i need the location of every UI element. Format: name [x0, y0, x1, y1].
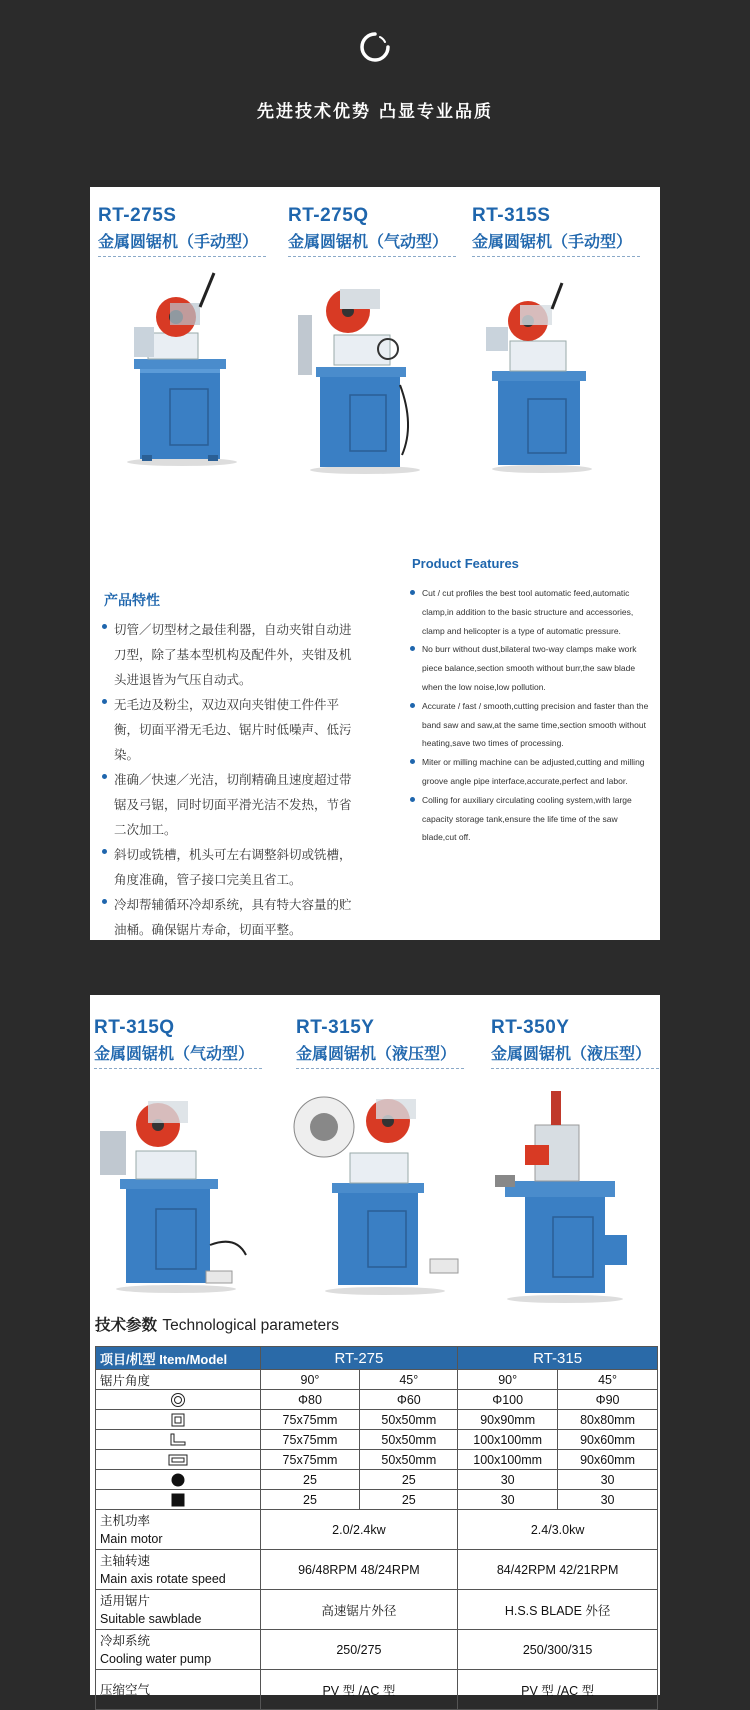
features-zh-title: 产品特性 [104, 593, 160, 609]
tech-params-title [95, 1313, 339, 1335]
spec-label [96, 1510, 261, 1550]
model-code: RT-315S [472, 205, 551, 226]
model-name: 金属圆锯机（手动型） [98, 232, 259, 251]
table-cell: 30 [558, 1470, 658, 1490]
table-cell: 30 [458, 1470, 558, 1490]
table-cell: H.S.S BLADE 外径 [458, 1590, 658, 1630]
solid-round-icon [96, 1470, 261, 1490]
divider [491, 1068, 659, 1069]
table-row [96, 1410, 658, 1430]
table-row [96, 1390, 658, 1410]
table-cell: 96/48RPM 48/24RPM [260, 1550, 458, 1590]
model-rt-315s [472, 205, 640, 257]
table-header-rt315: RT-315 [458, 1347, 658, 1370]
table-cell: 75x75mm [260, 1410, 360, 1430]
divider [296, 1068, 464, 1069]
spec-label-zh: 适用锯片 [100, 1593, 151, 1608]
divider [288, 256, 456, 257]
saw-machine-image-rt-315q [96, 1095, 256, 1295]
spec-label-zh: 压缩空气 [100, 1682, 151, 1697]
spec-label [96, 1670, 261, 1710]
model-code: RT-315Q [94, 1017, 175, 1038]
spec-label-zh: 主机功率 [100, 1513, 151, 1528]
model-name: 金属圆锯机（气动型） [94, 1044, 255, 1063]
divider [98, 256, 266, 257]
table-cell: 90x60mm [558, 1430, 658, 1450]
feature-en-item: Accurate / fast / smooth,cutting precision and faster than the band saw and saw,at the same time,section smooth without heating,save two times of processing. [410, 697, 650, 753]
table-cell: 90° [458, 1370, 558, 1390]
spec-label [96, 1550, 261, 1590]
table-cell: 250/300/315 [458, 1630, 658, 1670]
table-cell: 50x50mm [360, 1430, 458, 1450]
feature-zh-item: 斜切或铣槽，机头可左右调整斜切或铣槽，角度准确，管子接口完美且省工。 [100, 842, 362, 892]
table-cell: 75x75mm [260, 1450, 360, 1470]
model-rt-315y [296, 1017, 464, 1069]
table-cell: 25 [260, 1470, 360, 1490]
spec-label-zh: 主轴转速 [100, 1553, 151, 1568]
rect-tube-icon [96, 1450, 261, 1470]
model-rt-275q [288, 205, 456, 257]
table-cell: PV 型 /AC 型 [260, 1670, 458, 1710]
table-cell: 2.0/2.4kw [260, 1510, 458, 1550]
model-name: 金属圆锯机（气动型） [288, 232, 449, 251]
table-row [96, 1550, 658, 1590]
table-cell: 50x50mm [360, 1410, 458, 1430]
model-name: 金属圆锯机（手动型） [472, 232, 633, 251]
features-en-title: Product Features [412, 556, 519, 571]
table-cell: 30 [458, 1490, 558, 1510]
table-cell: 80x80mm [558, 1410, 658, 1430]
saw-machine-image-rt-350y [495, 1085, 635, 1305]
model-code: RT-315Y [296, 1017, 375, 1038]
divider [94, 1068, 262, 1069]
table-row [96, 1470, 658, 1490]
table-row [96, 1630, 658, 1670]
solid-square-icon [96, 1490, 261, 1510]
header-tagline: 先进技术优势 凸显专业品质 [257, 102, 493, 122]
model-rt-275s [98, 205, 266, 257]
angle-steel-icon [96, 1430, 261, 1450]
feature-en-item: Miter or milling machine can be adjusted,cutting and milling groove angle pipe interface,accurate,perfect and labor. [410, 753, 650, 791]
features-zh-list [100, 617, 362, 942]
table-cell: 45° [558, 1370, 658, 1390]
table-cell: 25 [360, 1490, 458, 1510]
table-cell: Φ60 [360, 1390, 458, 1410]
spec-label-en: Suitable sawblade [100, 1611, 202, 1626]
product-card-2 [90, 995, 660, 1698]
table-cell: 75x75mm [260, 1430, 360, 1450]
saw-machine-image-rt-315s [482, 283, 602, 473]
spec-label-en: Main motor [100, 1531, 163, 1546]
spec-label-zh: 冷却系统 [100, 1633, 151, 1648]
features-en-list [410, 584, 650, 847]
table-header-rt275: RT-275 [260, 1347, 458, 1370]
model-name: 金属圆锯机（液压型） [296, 1044, 457, 1063]
angle-label: 锯片角度 [96, 1370, 261, 1390]
table-cell: 25 [260, 1490, 360, 1510]
tech-params-table [95, 1346, 658, 1710]
feature-en-item: Cut / cut profiles the best tool automatic feed,automatic clamp,in addition to the basic structure and accessories, clamp and helicopter is a type of automatic pressure. [410, 584, 650, 640]
table-cell: PV 型 /AC 型 [458, 1670, 658, 1710]
loading-spinner-icon [359, 31, 391, 63]
table-cell: 100x100mm [458, 1450, 558, 1470]
model-code: RT-275Q [288, 205, 369, 226]
table-cell: 30 [558, 1490, 658, 1510]
divider [472, 256, 640, 257]
table-row [96, 1590, 658, 1630]
table-cell: Φ100 [458, 1390, 558, 1410]
square-tube-icon [96, 1410, 261, 1430]
model-code: RT-350Y [491, 1017, 570, 1038]
model-rt-350y [491, 1017, 659, 1069]
table-cell: 100x100mm [458, 1430, 558, 1450]
table-cell: 45° [360, 1370, 458, 1390]
table-cell: 90x60mm [558, 1450, 658, 1470]
feature-zh-item: 切管／切型材之最佳利器，自动夹钳自动进刀型，除了基本型机构及配件外，夹钳及机头进退皆为气压自动式。 [100, 617, 362, 692]
table-cell: 90° [260, 1370, 360, 1390]
feature-zh-item: 冷却帮辅循环冷却系统，具有特大容量的贮油桶。确保锯片寿命，切面平整。 [100, 892, 362, 942]
spec-label-en: Main axis rotate speed [100, 1571, 226, 1586]
table-row [96, 1450, 658, 1470]
table-cell: 90x90mm [458, 1410, 558, 1430]
table-cell: 50x50mm [360, 1450, 458, 1470]
table-cell: 高速锯片外径 [260, 1590, 458, 1630]
table-cell: 250/275 [260, 1630, 458, 1670]
saw-machine-image-rt-275q [290, 275, 440, 475]
saw-machine-image-rt-315y [290, 1087, 460, 1297]
product-card-1 [90, 187, 660, 940]
model-code: RT-275S [98, 205, 177, 226]
feature-en-item: Colling for auxiliary circulating cooling system,with large capacity storage tank,ensure the life time of the saw blade,cut off. [410, 791, 650, 847]
table-cell: Φ80 [260, 1390, 360, 1410]
spec-label-en: Cooling water pump [100, 1651, 212, 1666]
saw-machine-image-rt-275s [112, 267, 252, 467]
round-tube-icon [96, 1390, 261, 1410]
spec-label [96, 1630, 261, 1670]
table-header-item: 项目/机型 Item/Model [96, 1347, 261, 1370]
tech-params-title-en: Technological parameters [162, 1317, 340, 1334]
table-cell: 2.4/3.0kw [458, 1510, 658, 1550]
table-row [96, 1490, 658, 1510]
table-cell: Φ90 [558, 1390, 658, 1410]
model-rt-315q [94, 1017, 262, 1069]
table-row [96, 1370, 658, 1390]
feature-zh-item: 无毛边及粉尘，双边双向夹钳使工件件平衡，切面平滑无毛边、锯片时低噪声、低污染。 [100, 692, 362, 767]
table-row [96, 1670, 658, 1710]
feature-zh-item: 准确／快速／光洁，切削精确且速度超过带锯及弓锯，同时切面平滑光洁不发热，节省二次加工。 [100, 767, 362, 842]
spec-label [96, 1590, 261, 1630]
table-header-row [96, 1347, 658, 1370]
table-cell: 25 [360, 1470, 458, 1490]
model-name: 金属圆锯机（液压型） [491, 1044, 652, 1063]
tech-params-title-zh: 技术参数 [95, 1316, 158, 1334]
feature-en-item: No burr without dust,bilateral two-way clamps make work piece balance,section smooth without burr,the saw blade when the low noise,low pollution. [410, 640, 650, 696]
table-cell: 84/42RPM 42/21RPM [458, 1550, 658, 1590]
table-row [96, 1430, 658, 1450]
table-row [96, 1510, 658, 1550]
